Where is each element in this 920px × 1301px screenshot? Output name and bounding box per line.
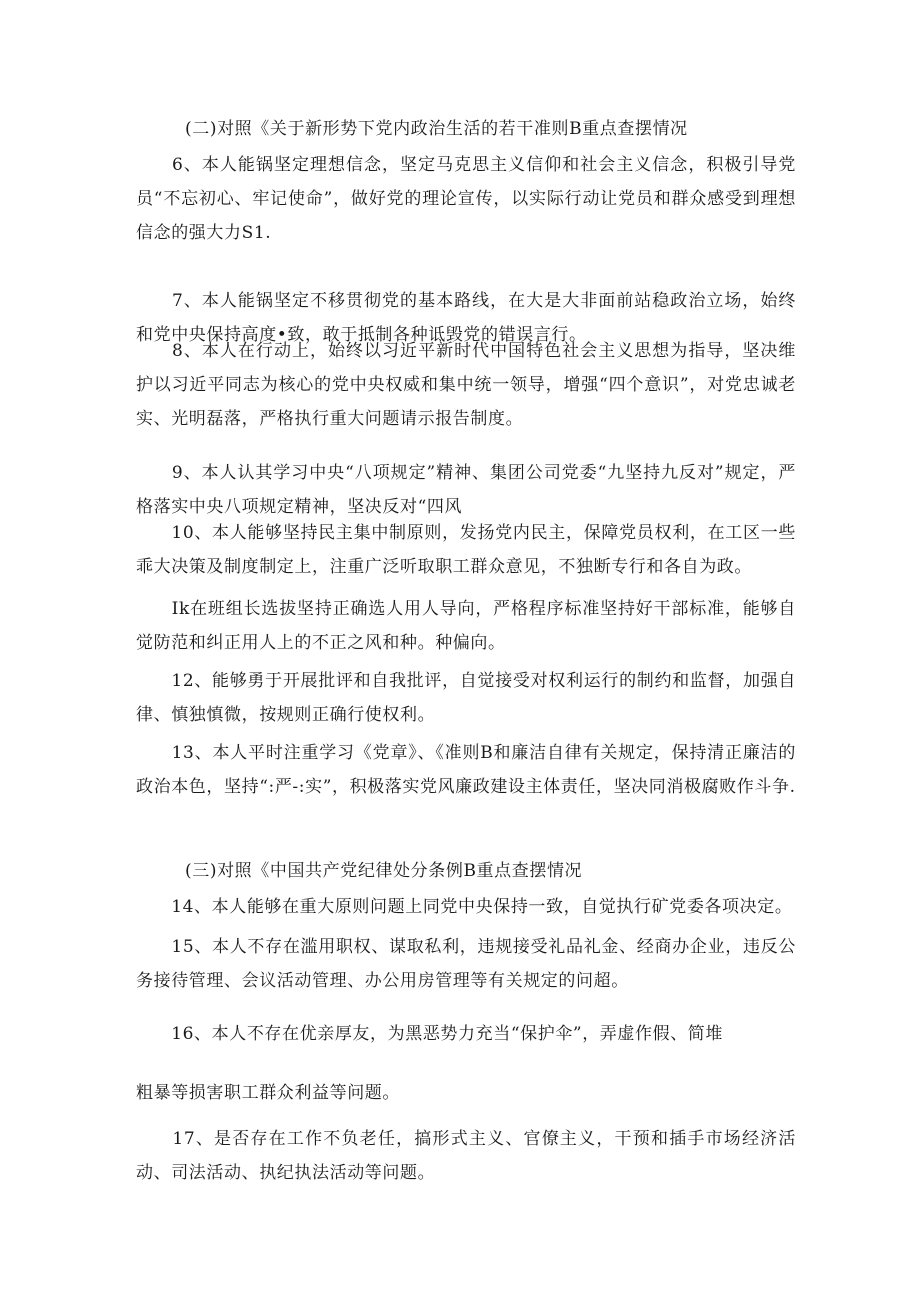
paragraph-14: 14、本人能够在重大原则问题上同党中央保持一致，自觉执行矿党委各项决定。 — [136, 897, 793, 917]
section-heading-3: (三)对照《中国共产党纪律处分条例B重点查摆情况 — [185, 861, 583, 881]
paragraph-9: 9、本人认其学习中央“八项规定”精神、集团公司党委“九坚持九反对”规定，严格落实中央八项规定精神，坚决反对“四风 — [136, 463, 796, 517]
paragraph-12: 12、能够勇于开展批评和自我批评，自觉接受对权利运行的制约和监督，加强自律、慎独慎微，按规则正确行使权利。 — [136, 671, 796, 725]
paragraph-13: 13、本人平时注重学习《党章》、《准则B和廉洁自律有关规定，保持清正廉洁的政治本色，坚持“:严-:实”，积极落实党风廉政建设主体责任，坚决同消极腐败作斗争. — [136, 743, 796, 797]
paragraph-6: 6、本人能锅坚定理想信念，坚定马克思主义信仰和社会主义信念，积极引导党员“不忘初心、牢记使命”，做好党的理论宣传，以实际行动让党员和群众感受到理想信念的强大力S1. — [136, 155, 796, 243]
paragraph-15: 15、本人不存在滥用职权、谋取私利，违规接受礼品礼金、经商办企业，违反公务接待管理、会议活动管理、办公用房管理等有关规定的问超。 — [136, 937, 796, 991]
paragraph-17: 17、是否存在工作不负老任，搞形式主义、官僚主义，干预和插手市场经济活动、司法活动、执纪执法活动等问题。 — [136, 1129, 796, 1183]
paragraph-11: Ik在班组长选拔坚持正确选人用人导向，严格程序标准坚持好干部标准，能够自觉防范和纠正用人上的不正之风和种。种偏向。 — [136, 599, 796, 653]
paragraph-16-line1: 16、本人不存在优亲厚友，为黑恶势力充当“保护伞”，弄虚作假、简堆 — [136, 1024, 724, 1044]
section-heading-2: (二)对照《关于新形势下党内政治生活的若干准则B重点查摆情况 — [185, 119, 688, 139]
paragraph-8: 8、本人在行动上，始终以习近平新时代中国特色社会主义思想为指导，坚决维护以习近平同志为核心的党中央权威和集中统一领导，增强“四个意识”，对党忠诚老实、光明磊落，严格执行重大问题请示报告制度。 — [136, 341, 796, 429]
paragraph-16-line2: 粗暴等损害职工群众利益等问题。 — [136, 1083, 400, 1103]
paragraph-7: 7、本人能锅坚定不移贯彻党的基本路线，在大是大非面前站稳政治立场，始终和党中央保持高度•致，敢于抵制各种诋毁党的错误言行。 — [136, 291, 796, 345]
paragraph-10: 10、本人能够坚持民主集中制原则，发扬党内民主，保障党员权利，在工区一些乖大决策及制度制定上，注重广泛听取职工群众意见，不独断专行和各自为政。 — [136, 523, 796, 577]
